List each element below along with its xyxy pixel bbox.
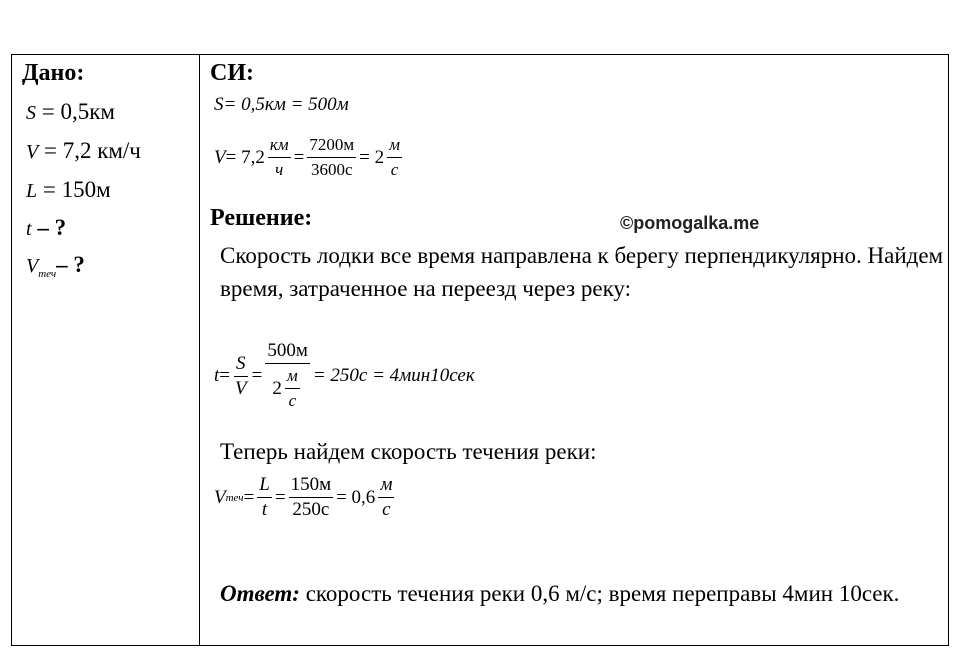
nested-fraction	[285, 366, 300, 411]
fraction-denominator: V	[235, 377, 247, 399]
given-item-vtech	[26, 252, 85, 280]
fraction-numerator: м	[285, 366, 300, 389]
fraction-numerator: м	[378, 475, 394, 498]
answer-text: скорость течения реки 0,6 м/с; время переправы 4мин 10сек.	[299, 581, 900, 606]
formula-eq: =	[274, 486, 286, 508]
given-var: L	[26, 180, 38, 202]
given-value: = 7,2 км/ч	[38, 138, 141, 163]
given-var: V	[26, 255, 39, 277]
si-v-formula	[214, 135, 405, 180]
time-formula	[214, 341, 475, 411]
formula-lhs: t	[214, 365, 220, 386]
fraction-denominator: t	[261, 499, 268, 520]
given-item-v	[26, 138, 141, 164]
answer-label: Ответ:	[220, 581, 300, 606]
si-header: СИ:	[210, 60, 254, 86]
solution-paragraph-1: Скорость лодки все время направлена к берегу перпендикулярно. Найдем время, затраченное на переезд через реку:	[220, 243, 944, 301]
fraction-denominator: с	[288, 391, 297, 410]
fraction-numerator: 150м	[289, 475, 334, 498]
fraction	[289, 475, 334, 520]
formula-rest: = 0,5км = 500м	[223, 94, 349, 115]
fraction	[378, 475, 394, 520]
fraction-numerator: 500м	[265, 341, 310, 364]
given-var: S	[26, 102, 36, 124]
watermark: ©pomogalka.me	[620, 213, 760, 233]
column-divider	[199, 55, 200, 645]
fraction	[387, 135, 402, 180]
fraction	[257, 475, 272, 520]
fraction	[265, 341, 310, 411]
given-subscript: теч	[38, 268, 57, 280]
given-item-t	[26, 215, 66, 241]
fraction	[268, 135, 291, 180]
given-value: = 150м	[37, 177, 111, 202]
formula-eq: = 0,6	[336, 486, 376, 508]
formula-eq: =	[293, 146, 305, 168]
fraction	[233, 354, 249, 399]
fraction-numerator: м	[387, 135, 402, 158]
formula-eq: =	[243, 486, 255, 508]
fraction-denominator: 3600с	[310, 160, 353, 179]
si-s-formula	[214, 94, 349, 116]
denominator-coefficient: 2	[272, 377, 282, 399]
fraction-numerator: 7200м	[307, 135, 356, 158]
given-question: – ?	[56, 252, 85, 277]
fraction-numerator: км	[268, 135, 291, 158]
solution-header: Решение:	[210, 205, 313, 231]
given-var: t	[26, 218, 32, 240]
fraction-numerator: L	[257, 475, 272, 498]
task-table	[11, 54, 949, 646]
fraction-numerator: S	[234, 354, 248, 377]
answer	[220, 577, 950, 610]
given-item-l	[26, 177, 111, 203]
formula-lhs: V	[214, 486, 226, 508]
formula-subscript: теч	[225, 491, 244, 504]
fraction-denominator: с	[382, 499, 391, 520]
given-header: Дано:	[22, 60, 85, 86]
fraction-denominator: 250с	[292, 499, 330, 520]
given-value: = 0,5км	[36, 99, 115, 124]
river-speed-formula	[214, 475, 397, 520]
given-var: V	[26, 141, 39, 163]
fraction-denominator	[270, 364, 304, 411]
fraction-denominator: с	[390, 160, 399, 179]
formula-eq: = 2	[359, 146, 385, 168]
fraction-denominator: ч	[275, 160, 284, 179]
solution-paragraph-2: Теперь найдем скорость течения реки:	[220, 439, 597, 464]
formula-eq: =	[251, 365, 263, 386]
formula-eq: =	[219, 365, 230, 386]
formula-result: = 250с = 4мин10сек	[312, 365, 475, 386]
formula-eq: = 7,2	[225, 146, 265, 168]
formula-lhs: V	[214, 146, 226, 168]
fraction	[307, 135, 356, 180]
formula-lhs: S	[214, 94, 224, 115]
given-item-s	[26, 99, 115, 125]
given-question: – ?	[31, 215, 67, 240]
